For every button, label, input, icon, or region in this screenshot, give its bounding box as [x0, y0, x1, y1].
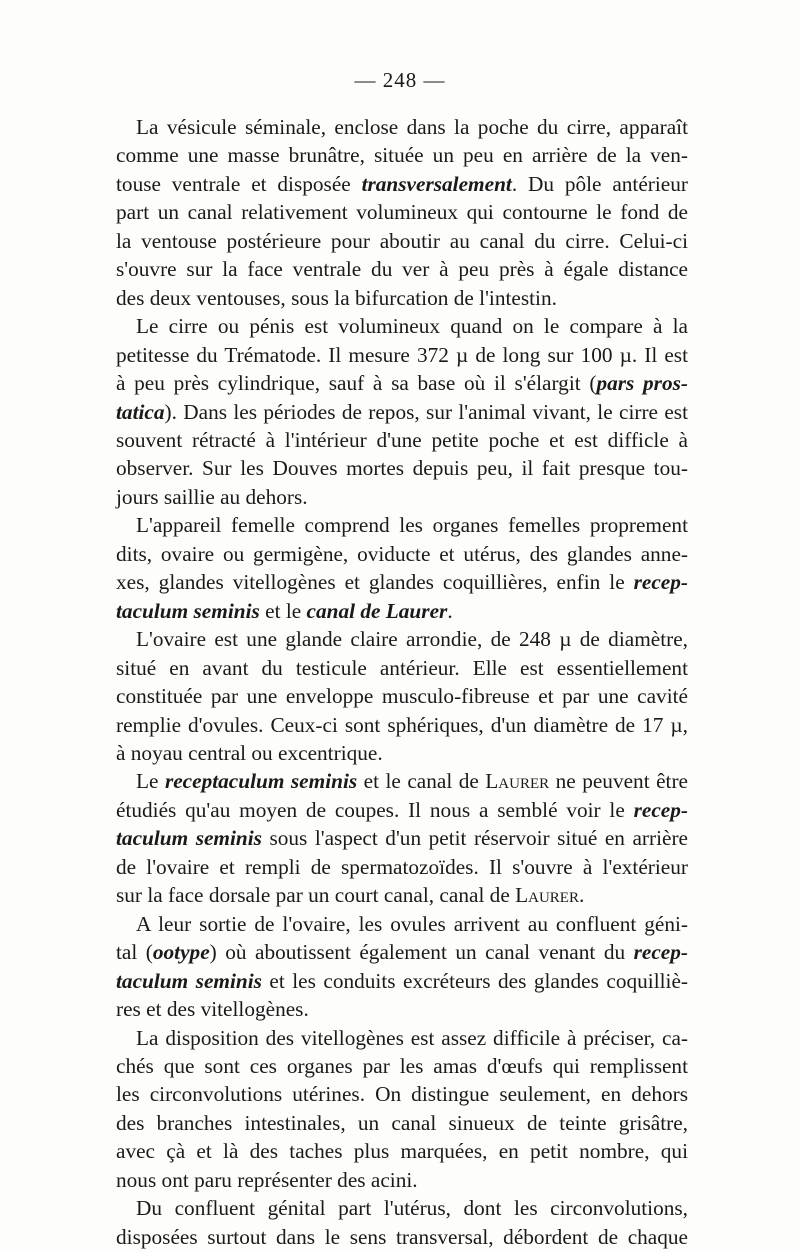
- italic-term: recep-: [633, 570, 688, 595]
- text-line: de l'ovaire et rempli de spermatozoïdes. Il s'ouvre à l'extérieur: [116, 854, 688, 879]
- text-line: petitesse du Trématode. Il mesure 372 µ de long sur 100 µ. Il est: [116, 342, 688, 367]
- text-line: La vésicule séminale, enclose dans la poche du cirre, apparaît: [136, 115, 688, 139]
- page-number: — 248 —: [354, 68, 446, 92]
- text-line: taculum seminis et le canal de Laurer.: [116, 598, 453, 623]
- italic-term: transversalement: [361, 171, 512, 196]
- text-line: sur la face dorsale par un court canal, canal de Laurer.: [116, 883, 585, 908]
- text-line: Le cirre ou pénis est volumineux quand on le compare à la: [136, 314, 688, 339]
- italic-term: canal de Laurer: [306, 598, 448, 623]
- text-line: chés que sont ces organes par les amas d'œufs qui remplissent: [116, 1053, 688, 1078]
- italic-term: receptaculum seminis: [164, 769, 358, 794]
- italic-term: ootype: [152, 940, 210, 965]
- text-line: L'appareil femelle comprend les organes femelles proprement: [136, 513, 688, 538]
- text-line: taculum seminis sous l'aspect d'un petit réservoir situé en arrière: [116, 826, 688, 851]
- text-line: à noyau central ou excentrique.: [116, 740, 383, 765]
- text-line: à peu près cylindrique, sauf à sa base où il s'élargit (pars pros-: [116, 371, 688, 396]
- text-line: res et des vitellogènes.: [116, 997, 309, 1022]
- text-line: constituée par une enveloppe musculo-fibreuse et par une cavité: [116, 684, 688, 709]
- text-line: des branches intestinales, un canal sinueux de teinte grisâtre,: [116, 1110, 688, 1135]
- text-line: comme une masse brunâtre, située un peu en arrière de la ven-: [116, 143, 688, 168]
- italic-term: tatica: [116, 399, 165, 424]
- text-line: situé en avant du testicule antérieur. Elle est essentiellement: [116, 655, 688, 680]
- text-line: souvent rétracté à l'intérieur d'une petite poche et est difficle à: [116, 427, 688, 452]
- italic-term: recep-: [633, 940, 688, 965]
- text-line: La disposition des vitellogènes est assez difficile à préciser, ca-: [136, 1025, 688, 1050]
- paragraph-ovary: [116, 625, 688, 767]
- paragraph-ootype: [116, 910, 688, 1024]
- italic-term: taculum seminis: [116, 598, 260, 623]
- text-line: disposées surtout dans le sens transversal, débordent de chaque: [116, 1224, 688, 1249]
- text-line: avec çà et là des taches plus marquées, en petit nombre, qui: [116, 1139, 688, 1164]
- text-line: les circonvolutions utérines. On distingue seulement, en dehors: [116, 1082, 688, 1107]
- text-line: des deux ventouses, sous la bifurcation de l'intestin.: [116, 285, 557, 310]
- text-line: étudiés qu'au moyen de coupes. Il nous a semblé voir le recep-: [116, 797, 688, 822]
- paragraph-seminal-vesicle: [116, 113, 688, 312]
- text-line: L'ovaire est une glande claire arrondie, de 248 µ de diamètre,: [136, 627, 688, 652]
- italic-term: taculum seminis: [116, 826, 262, 851]
- text-line: observer. Sur les Douves mortes depuis peu, il fait presque tou-: [116, 456, 688, 481]
- text-line: part un canal relativement volumineux qui contourne le fond de: [116, 200, 688, 225]
- text-line: tal (ootype) où aboutissent également un canal venant du recep-: [116, 940, 688, 965]
- italic-term: taculum seminis: [116, 968, 262, 993]
- body-text: [116, 113, 688, 1251]
- text-line: Le receptaculum seminis et le canal de Laurer ne peuvent être: [136, 769, 688, 794]
- text-line: remplie d'ovules. Ceux-ci sont sphériques, d'un diamètre de 17 µ,: [116, 712, 688, 737]
- paragraph-cirrus: [116, 312, 688, 511]
- text-line: touse ventrale et disposée transversalement. Du pôle antérieur: [116, 171, 688, 196]
- text-line: xes, glandes vitellogènes et glandes coquillières, enfin le recep-: [116, 570, 688, 595]
- text-line: dits, ovaire ou germigène, oviducte et utérus, des glandes anne-: [116, 541, 688, 566]
- text-line: tatica). Dans les périodes de repos, sur l'animal vivant, le cirre est: [116, 399, 688, 424]
- small-caps-name: Laurer: [485, 769, 550, 794]
- text-line: s'ouvre sur la face ventrale du ver à peu près à égale distance: [116, 257, 688, 282]
- italic-term: recep-: [633, 797, 688, 822]
- text-line: A leur sortie de l'ovaire, les ovules arrivent au confluent géni-: [136, 911, 688, 936]
- paragraph-uterus: [116, 1194, 688, 1251]
- paragraph-female-apparatus: [116, 511, 688, 625]
- text-line: jours saillie au dehors.: [116, 484, 308, 509]
- text-line: la ventouse postérieure pour aboutir au canal du cirre. Celui-ci: [116, 228, 688, 253]
- text-line: Du confluent génital part l'utérus, dont les circonvolutions,: [136, 1196, 688, 1221]
- italic-term: pars pros-: [596, 371, 688, 396]
- paragraph-vitellogenes: [116, 1024, 688, 1195]
- text-line: taculum seminis et les conduits excréteurs des glandes coquilliè-: [116, 968, 688, 993]
- text-line: nous ont paru représenter des acini.: [116, 1167, 418, 1192]
- small-caps-name: Laurer: [515, 883, 579, 908]
- paragraph-receptaculum: [116, 767, 688, 909]
